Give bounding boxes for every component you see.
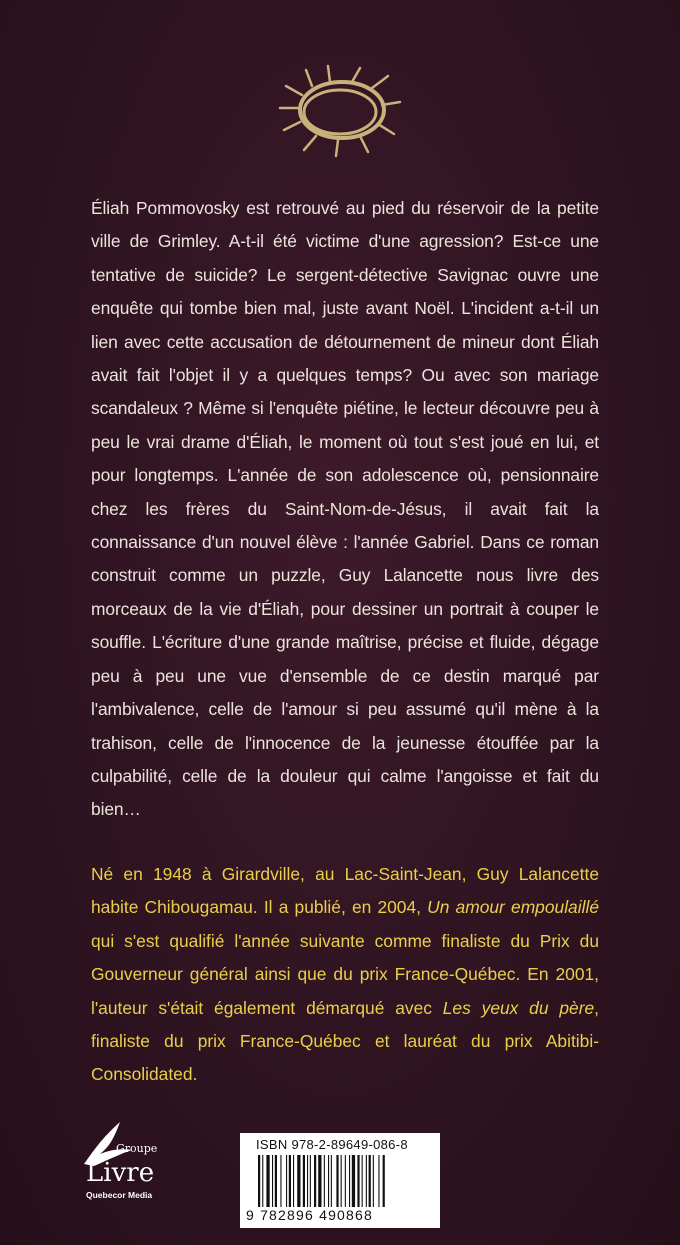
publisher-quebecor: Quebecor Media (86, 1190, 153, 1200)
barcode-bar (373, 1155, 374, 1207)
author-bio (91, 858, 599, 1092)
bio-text-1: Né en 1948 à Girardville, au Lac-Saint-Jean, Guy Lalancette habite Chibougamau. Il a publié, en 2004, (91, 864, 599, 918)
barcode-bar (297, 1155, 300, 1207)
barcode-bar (293, 1155, 294, 1207)
barcode-bar (352, 1155, 355, 1207)
barcode-bar (275, 1155, 277, 1207)
barcode-bar (341, 1155, 342, 1207)
barcode-bar (266, 1155, 269, 1207)
barcode-bar (378, 1155, 379, 1207)
publisher-logo (78, 1120, 178, 1210)
barcode-panel (240, 1133, 440, 1228)
barcode-bar (289, 1155, 291, 1207)
publisher-groupe: Groupe (116, 1142, 158, 1155)
barcode-bar (369, 1155, 371, 1207)
barcode-bar (272, 1155, 273, 1207)
barcode-bar (345, 1155, 346, 1207)
barcode-bar (303, 1155, 305, 1207)
barcode-bar (318, 1155, 321, 1207)
bio-text-3: , finaliste du prix France-Québec et lauréat du prix Abitibi-Consolidated. (91, 997, 600, 1085)
publisher-livre: Livre (86, 1158, 155, 1188)
bio-text-2: qui s'est qualifié l'année suivante comme finaliste du Prix du Gouverneur général ainsi que du prix France-Québec. En 2001, l'auteur s'était également démarqué avec (91, 930, 599, 1018)
barcode-bars (258, 1155, 428, 1207)
isbn-label: ISBN 978-2-89649-086-8 (256, 1137, 408, 1152)
barcode-bar (331, 1155, 332, 1207)
crown-of-thorns-icon (272, 60, 412, 160)
barcode-bar (357, 1155, 359, 1207)
barcode-bar (349, 1155, 350, 1207)
barcode-bar (280, 1155, 281, 1207)
barcode-bar (258, 1155, 260, 1207)
barcode-number: 9 782896 490868 (246, 1207, 373, 1223)
synopsis-text: Éliah Pommovosky est retrouvé au pied du réservoir de la petite ville de Grimley. A-t-il été victime d'une agression? Est-ce une tentative de suicide? Le sergent-détective Savignac ouvre une enquête qui tombe bien mal, juste avant Noël. L'incident a-t-il un lien avec cette accusation de détournement de mineur dont Éliah avait fait l'objet il y a quelques temps? Ou avec son mariage scandaleux ? Même si l'enquête piétine, le lecteur découvre peu à peu le vrai drame d'Éliah, le moment où tout s'est joué en lui, et pour longtemps. L'année de son adolescence où, pensionnaire chez les frères du Saint-Nom-de-Jésus, il avait fait la connaissance d'un nouvel élève : l'année Gabriel. Dans ce roman construit comme un puzzle, Guy Lalancette nous livre des morceaux de la vie d'Éliah, pour dessiner un portrait à couper le souffle. L'écriture d'une grande maîtrise, précise et fluide, dégage peu à peu une vue d'ensemble de ce destin marqué par l'ambivalence, celle de l'amour si peu assumé qu'il mène à la trahison, celle de l'innocence de la jeunesse étouffée par la culpabilité, celle de la douleur qui calme l'angoisse et fait du bien… (91, 198, 599, 820)
barcode-bar (314, 1155, 316, 1207)
barcode-bar (286, 1155, 287, 1207)
barcode-bar (366, 1155, 367, 1207)
barcode-bar (307, 1155, 308, 1207)
book-title-1: Un amour empoulaillé (427, 897, 599, 918)
barcode-bar (362, 1155, 363, 1207)
barcode-bar (336, 1155, 338, 1207)
barcode-bar (262, 1155, 263, 1207)
barcode-bar (328, 1155, 329, 1207)
barcode-bar (383, 1155, 385, 1207)
barcode-bar (310, 1155, 311, 1207)
barcode-bar (324, 1155, 325, 1207)
book-title-2: Les yeux du père (442, 997, 595, 1018)
